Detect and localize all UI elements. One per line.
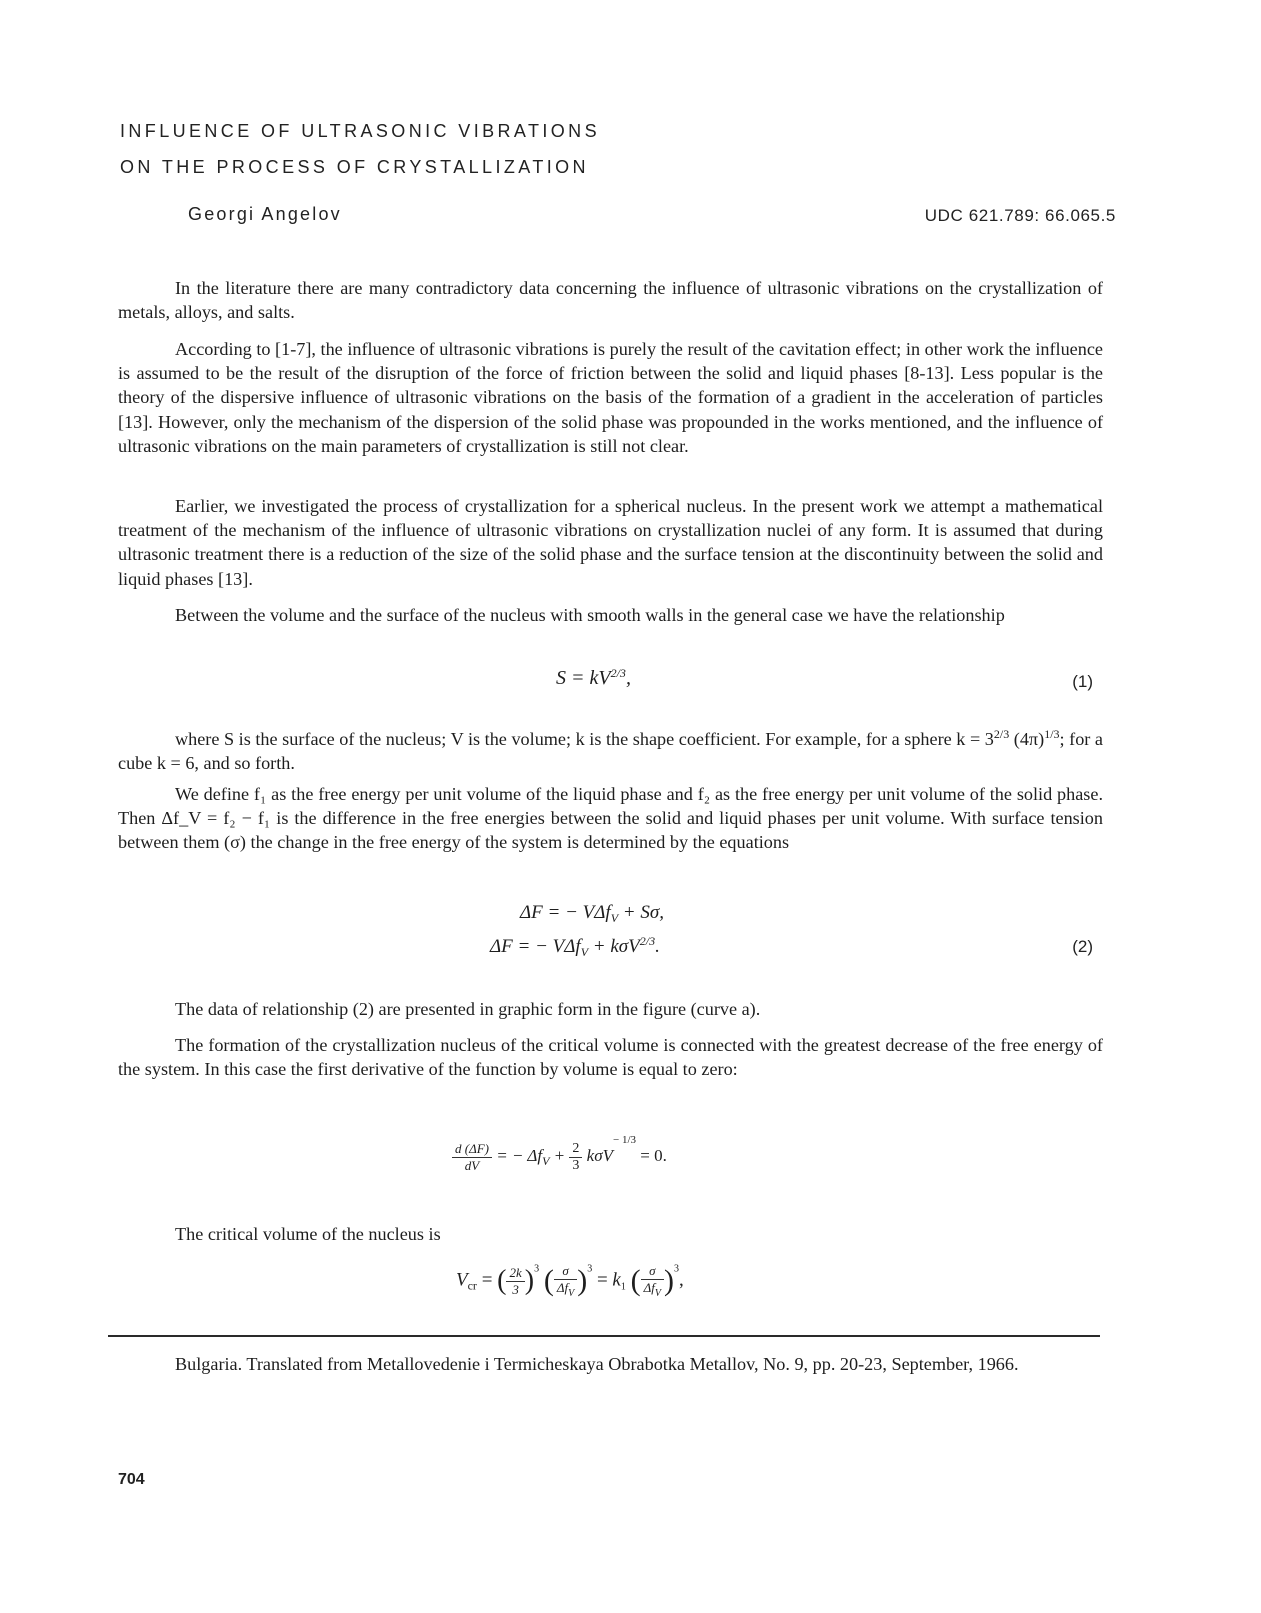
paper-title-line2: ON THE PROCESS OF CRYSTALLIZATION <box>120 157 589 177</box>
equation-1 <box>556 666 631 690</box>
footnote-divider <box>108 1335 1100 1337</box>
critical-fraction-3 <box>641 1263 664 1299</box>
equation-1-number: (1) <box>1072 672 1093 691</box>
critical-volume-subscript: cr <box>467 1278 477 1293</box>
paragraph-5-exp-b: 1/3 <box>1044 727 1060 741</box>
paragraph-5-exp-a: 2/3 <box>993 727 1010 741</box>
critical-fraction-3-numerator: σ <box>641 1263 664 1280</box>
equation-2-number: (2) <box>1072 937 1093 956</box>
paragraph-4: Between the volume and the surface of the nucleus with smooth walls in the general case we have the relationship <box>175 605 1005 625</box>
derivative-numerator: d (ΔF) <box>452 1141 492 1158</box>
equation-2a <box>520 902 664 926</box>
udc-code: UDC 621.789: 66.065.5 <box>924 206 1116 225</box>
paragraph-1: In the literature there are many contradictory data concerning the influence of ultrasonic vibrations on the crystallization of metals, alloys, and salts. <box>118 278 1103 323</box>
paragraph-2: According to [1-7], the influence of ultrasonic vibrations is purely the result of the cavitation effect; in other work the influence is assumed to be the result of the disruption of the force of friction between the solid and liquid phases [8-13]. Less popular is the theory of the dispersive influence of ultrasonic vibrations on the basis of the formation of a gradient in the acceleration of particles [13]. However, only the mechanism of the dispersion of the solid phase was propounded in the works mentioned, and the influence of ultrasonic vibrations on the main parameters of crystallization is still not clear. <box>118 339 1103 456</box>
paragraph-9: The critical volume of the nucleus is <box>175 1224 441 1244</box>
paragraph-5-text-b: (4π) <box>1009 729 1045 749</box>
equation-2a-tail: + Sσ, <box>618 902 664 923</box>
paragraph-6: We define f₁ as the free energy per unit volume of the liquid phase and f₂ as the free energy per unit volume of the solid phase. Then Δf_V = f₂ − f₁ is the difference in the free energies between the solid and liquid phases per unit volume. With surface tension between them (σ) the change in the free energy of the system is determined by the equations <box>118 784 1103 853</box>
equation-critical-volume: $V_{cr}$ = ( $\frac{2k}{3}$ )$^3$ ( $\frac{\sigma}{\Delta f_V}$ )$^3 = k_1$ ( $\frac{\sigma}{\Delta f_V}$ )$^3$, <box>456 1263 684 1299</box>
derivative-fraction <box>452 1141 492 1174</box>
equation-1-exponent: 2/3 <box>610 666 626 680</box>
two-thirds-fraction <box>569 1141 582 1174</box>
derivative-denominator: dV <box>464 1157 480 1173</box>
derivative-middle: = − Δf <box>491 1146 543 1165</box>
equation-2b-subscript: V <box>580 945 589 959</box>
critical-fraction-3-subscript: V <box>654 1288 661 1299</box>
critical-exponent-3: 3 <box>673 1263 679 1275</box>
paragraph-7: The data of relationship (2) are presented in graphic form in the figure (curve a). <box>175 999 761 1019</box>
derivative-k-sigma-v: kσV <box>582 1146 613 1165</box>
critical-fraction-2-numerator: σ <box>554 1263 577 1280</box>
two-thirds-numerator: 2 <box>569 1141 582 1158</box>
critical-exponent-1: 3 <box>534 1263 540 1275</box>
equation-2b-body: ΔF = − VΔf <box>490 936 581 957</box>
critical-k: k <box>612 1269 621 1291</box>
paragraph-5-text-a: where S is the surface of the nucleus; V is the volume; k is the shape coefficient. For example, for a sphere k = 3 <box>175 729 994 749</box>
derivative-subscript: V <box>542 1154 550 1168</box>
critical-fraction-2-denominator: Δf <box>556 1280 569 1295</box>
equation-1-body: S = kV <box>556 667 611 689</box>
derivative-exponent: − 1/3 <box>612 1134 636 1146</box>
critical-fraction-1-denominator: 3 <box>512 1281 519 1297</box>
derivative-end: = 0. <box>636 1146 667 1165</box>
derivative-plus: + <box>549 1146 570 1165</box>
paragraph-5 <box>118 722 1103 775</box>
equation-1-tail: , <box>625 667 631 689</box>
critical-volume-lhs: V <box>456 1269 468 1291</box>
critical-exponent-2: 3 <box>587 1263 593 1275</box>
paragraph-8: The formation of the crystallization nucleus of the critical volume is connected with the greatest decrease of the free energy of the system. In this case the first derivative of the function by volume is equal to zero: <box>118 1035 1103 1080</box>
paper-title-line1: INFLUENCE OF ULTRASONIC VIBRATIONS <box>120 121 600 141</box>
page-number: 704 <box>118 1471 145 1488</box>
paragraph-3: Earlier, we investigated the process of crystallization for a spherical nucleus. In the present work we attempt a mathematical treatment of the mechanism of the influence of ultrasonic vibrations on crystallization nuclei of any form. It is assumed that during ultrasonic treatment there is a reduction of the size of the solid phase and the surface tension at the discontinuity between the solid and liquid phases [13]. <box>118 496 1103 589</box>
author-name: Georgi Angelov <box>188 204 342 224</box>
critical-fraction-1 <box>506 1265 524 1298</box>
footnote: Bulgaria. Translated from Metallovedenie i Termicheskaya Obrabotka Metallov, No. 9, pp. 20-23, September, 1966. <box>175 1354 1019 1374</box>
critical-k-subscript: 1 <box>620 1281 626 1293</box>
critical-fraction-3-denominator: Δf <box>643 1280 655 1295</box>
equation-2b-tail: + kσV <box>588 936 640 957</box>
equation-2b <box>490 934 660 960</box>
equation-2b-exponent: 2/3 <box>639 934 656 948</box>
critical-fraction-2-subscript: V <box>568 1288 575 1299</box>
equation-derivative <box>452 1134 667 1174</box>
two-thirds-denominator: 3 <box>572 1157 580 1173</box>
equation-2a-body: ΔF = − VΔf <box>520 902 611 923</box>
critical-fraction-1-numerator: 2k <box>506 1265 524 1282</box>
critical-fraction-2 <box>554 1263 577 1299</box>
equation-2a-subscript: V <box>610 911 619 925</box>
equation-2b-end: . <box>655 936 660 957</box>
paragraph-5-text-c: ; for a cube k = 6, and so forth. <box>118 729 1103 774</box>
